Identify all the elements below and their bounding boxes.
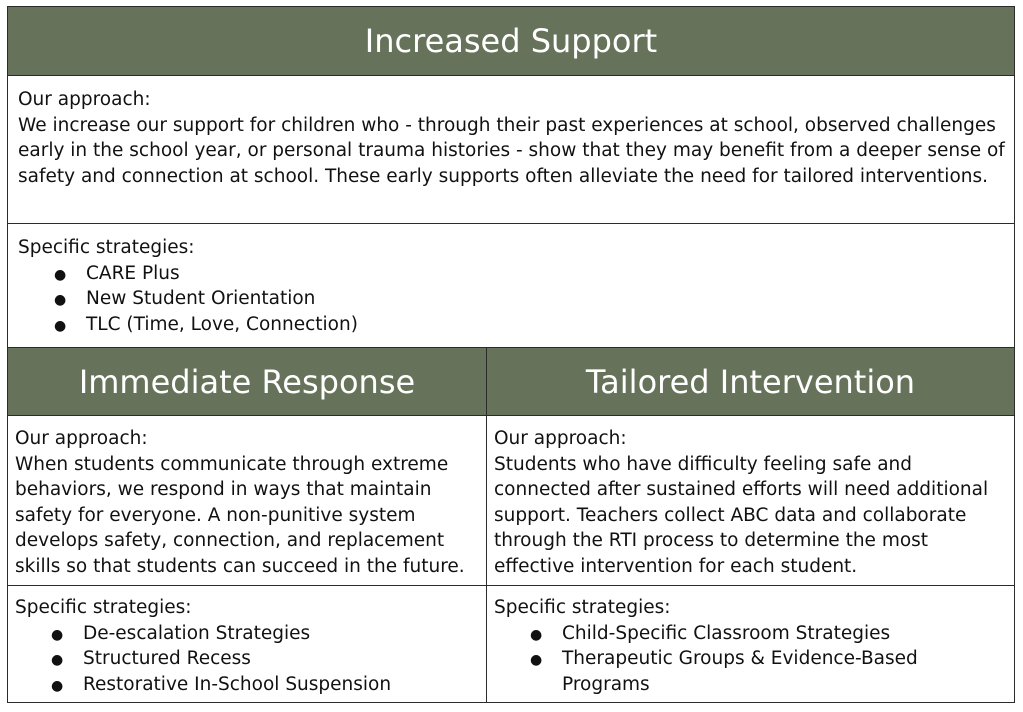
- immediate-response-approach: [15, 426, 481, 578]
- bullet-icon: [54, 261, 66, 289]
- list-item-text: Structured Recess: [83, 648, 251, 669]
- bullet-icon: [51, 646, 63, 674]
- immediate-response-title: Immediate Response: [78, 362, 416, 401]
- list-item-text: New Student Orientation: [86, 288, 316, 309]
- strategies-label: Specific strategies:: [494, 597, 671, 618]
- immediate-response-strategies: [15, 595, 481, 699]
- divider: [8, 223, 1014, 224]
- bullet-icon: [530, 621, 542, 649]
- approach-label: Our approach:: [494, 428, 627, 449]
- strategies-list: [18, 261, 1008, 338]
- list-item: [54, 312, 1008, 338]
- list-item-text: Child-Specific Classroom Strategies: [562, 622, 891, 644]
- list-item: [51, 672, 481, 698]
- list-item-text: CARE Plus: [86, 262, 180, 284]
- increased-support-strategies: [18, 235, 1008, 343]
- bullet-icon: [54, 312, 66, 340]
- approach-label: Our approach:: [15, 428, 148, 449]
- tailored-intervention-title: Tailored Intervention: [585, 362, 916, 401]
- approach-text: We increase our support for children who - through their past experiences at school, observed challenges early in the school year, or personal trauma histories - show that they may benefit from a deeper sense of safety and connection at school. These early supports often alleviate the need for tailored interventions.: [18, 114, 1005, 187]
- strategies-label: Specific strategies:: [15, 597, 192, 618]
- divider: [8, 415, 1014, 416]
- bullet-icon: [54, 286, 66, 314]
- list-item: [54, 286, 1008, 312]
- divider: [8, 585, 1014, 586]
- bullet-icon: [51, 621, 63, 649]
- strategies-list: [15, 621, 481, 698]
- bullet-icon: [530, 646, 542, 674]
- list-item-text: Therapeutic Groups & Evidence-Based Programs: [562, 648, 918, 695]
- divider: [8, 75, 1014, 76]
- strategies-label: Specific strategies:: [18, 237, 195, 258]
- increased-support-title: Increased Support: [364, 22, 658, 60]
- list-item: [51, 646, 481, 672]
- tailored-intervention-strategies: [494, 595, 1010, 699]
- list-item: [54, 261, 1008, 287]
- increased-support-header: [8, 7, 1014, 75]
- list-item: [530, 646, 1010, 697]
- approach-text: When students communicate through extreme behaviors, we respond in ways that maintain safety for everyone. A non-punitive system develops safety, connection, and replacement skills so that students can succeed in the future.: [15, 453, 465, 577]
- list-item-text: TLC (Time, Love, Connection): [86, 313, 358, 335]
- increased-support-approach: [18, 87, 1008, 217]
- approach-text: Students who have difficulty feeling safe and connected after sustained efforts will need additional support. Teachers collect ABC data and collaborate through the RTI process to determine the most effective intervention for each student.: [494, 453, 989, 577]
- immediate-response-header: [8, 348, 486, 415]
- column-divider: [486, 348, 487, 702]
- list-item-text: Restorative In-School Suspension: [83, 673, 392, 695]
- bullet-icon: [51, 672, 63, 700]
- list-item: [530, 621, 1010, 647]
- approach-label: Our approach:: [18, 89, 151, 110]
- tailored-intervention-approach: [494, 426, 1010, 578]
- list-item: [51, 621, 481, 647]
- strategies-list: [494, 621, 1010, 698]
- list-item-text: De-escalation Strategies: [83, 622, 311, 644]
- tailored-intervention-header: [487, 348, 1014, 415]
